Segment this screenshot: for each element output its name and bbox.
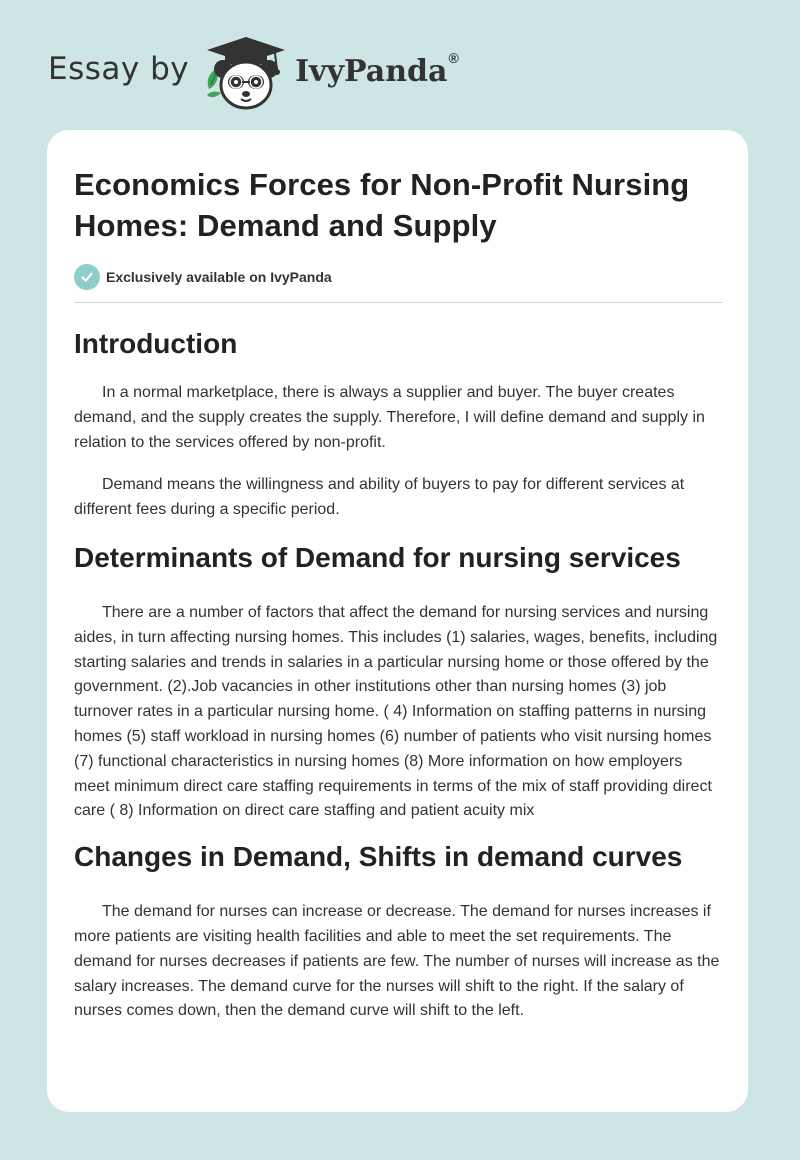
essay-card (47, 130, 748, 1112)
paragraph: Demand means the willingness and ability of buyers to pay for different services at different fees during a specific period. (74, 476, 685, 519)
check-circle-icon (74, 264, 100, 290)
paragraph: In a normal marketplace, there is always a supplier and buyer. The buyer creates demand, and the supply creates the supply. Therefore, I will define demand and supply in relation to the services offered by non-profit. (74, 384, 705, 451)
section-changes-in-demand (74, 840, 722, 1024)
section-heading: Introduction (74, 328, 238, 359)
section-heading: Changes in Demand, Shifts in demand curves (74, 841, 683, 873)
paragraph: There are a number of factors that affect the demand for nursing services and nursing aides, in turn affecting nursing homes. This includes (1) salaries, wages, benefits, including starting salaries and trends in salaries in a particular nursing home or those offered by the government. (2).Job vacancies in other institutions other than nursing homes (3) job turnover rates in a particular nursing home. ( 4) Information on staffing patterns in nursing homes (5) staff workload in nursing homes (6) number of patients who visit nursing homes (7) functional characteristics in nursing homes (8) More information on how employers meet minimum direct care staffing requirements in terms of the mix of staff providing direct care ( 8) Information on direct care staffing and patient acuity mix (74, 603, 718, 820)
panda-graduate-icon[interactable] (203, 33, 289, 111)
section-introduction (74, 327, 722, 523)
section-determinants (74, 541, 722, 824)
paragraph: The demand for nurses can increase or decrease. The demand for nurses increases if more patients are visiting health facilities and able to meet the set requirements. The demand for nurses decreases if patients are few. The number of nurses will increase as the salary increases. The demand curve for the nurses will shift to the right. If the salary of nurses comes down, then the demand curve will shift to the left. (74, 903, 720, 1020)
brand-prefix: Essay by (48, 51, 190, 87)
section-heading: Determinants of Demand for nursing services (74, 541, 681, 573)
registered-mark: ® (448, 49, 459, 66)
exclusive-badge-text: Exclusively available on IvyPanda (106, 269, 332, 285)
exclusive-badge (74, 264, 722, 303)
site-header (48, 32, 459, 112)
page-title: Economics Forces for Non-Profit Nursing Homes: Demand and Supply (74, 167, 690, 243)
brand-name[interactable]: IvyPanda® (295, 49, 459, 89)
